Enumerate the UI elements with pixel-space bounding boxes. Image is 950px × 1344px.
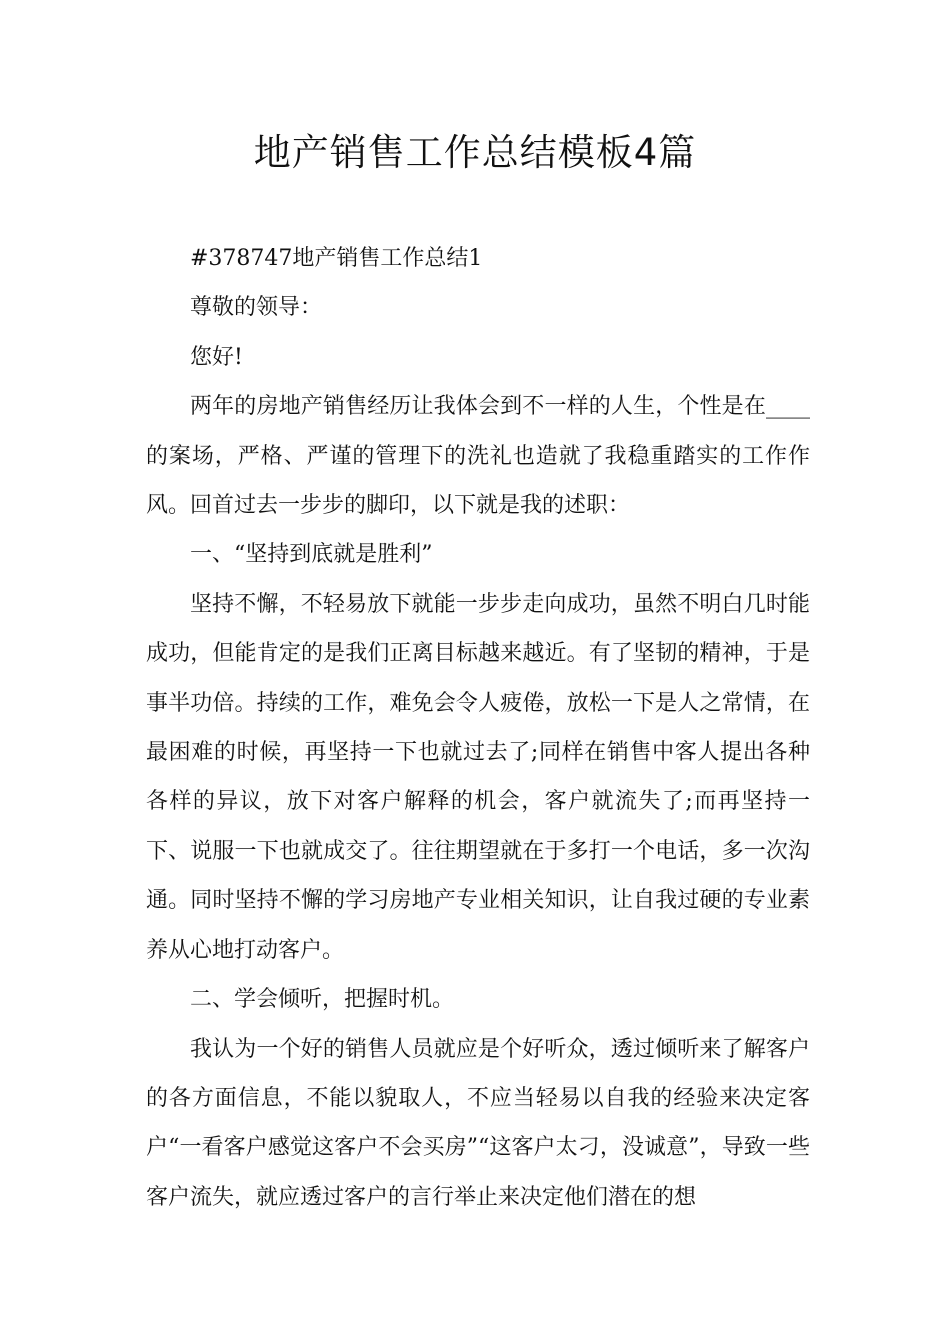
paragraph-salutation: 尊敬的领导： (190, 295, 323, 321)
section-heading-1: 一、“坚持到底就是胜利” (190, 542, 433, 568)
section-heading-2: 二、学会倾听，把握时机。 (190, 987, 455, 1013)
paragraph-section-1: 坚持不懈，不轻易放下就能一步步走向成功，虽然不明白几时能成功，但能肯定的是我们正离目标越来越近。有了坚韧的精神，于是事半功倍。持续的工作，难免会令人疲倦，放松一下是人之常情，在最困难的时候，再坚持一下也就过去了;同样在销售中客人提出各种各样的异议，放下对客户解释的机会，客户就流失了;而再坚持一下、说服一下也就成交了。往往期望就在于多打一个电话，多一次沟通。同时坚持不懈的学习房地产专业相关知识，让自我过硬的专业素养从心地打动客户。 (146, 591, 810, 963)
paragraph-greeting: 您好! (190, 344, 243, 370)
document-body (146, 234, 810, 1222)
paragraph-section-2: 我认为一个好的销售人员就应是个好听众，透过倾听来了解客户的各方面信息，不能以貌取人，不应当轻易以自我的经验来决定客户“一看客户感觉这客户不会买房”“这客户太刁，没诚意”，导致一些客户流失，就应透过客户的言行举止来决定他们潜在的想 (146, 1036, 810, 1210)
document-title: 地产销售工作总结模板4篇 (253, 131, 697, 174)
paragraph-intro: 两年的房地产销售经历让我体会到不一样的人生，个性是在____的案场，严格、严谨的管理下的洗礼也造就了我稳重踏实的工作作风。回首过去一步步的脚印，以下就是我的述职： (146, 394, 810, 519)
paragraph-heading-number: #378747地产销售工作总结1 (190, 246, 483, 271)
